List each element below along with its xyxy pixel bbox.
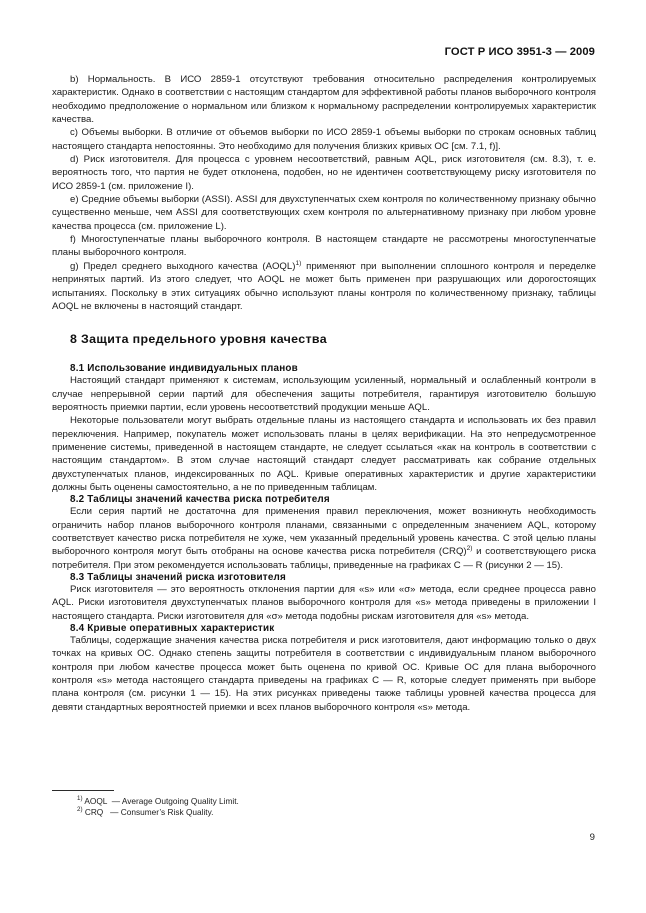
section-8-heading-wrap bbox=[52, 332, 596, 346]
footnote-item bbox=[52, 796, 596, 807]
body-content bbox=[52, 73, 596, 714]
subsection-8-2-text-before: Если серия партий не достаточна для применения правил переключения, может возникнуть необходимость ограничить набор планов выборочного контроля планами, связанными с определенным значением AQL, которому соответствует качество риска потребителя не хуже, чем указанный предельный уровень качества. С этой целью планы выборочного контроля могут быть отобраны на основе качества риска потребителя (CRQ) bbox=[52, 506, 596, 558]
subsection-8-3-paragraph-1: Риск изготовителя — это вероятность отклонения партии для «s» или «σ» метода, если среднее процесса равно AQL. Риски изготовителя двухступенчатых планов выборочного контроля для «s» метода приведены в приложении I настоящего стандарта. Риски изготовителя для «σ» метода подобны рискам изготовителя для «s» метода. bbox=[52, 584, 596, 622]
paragraph-f: f) Многоступенчатые планы выборочного контроля. В настоящем стандарте не рассмотрены многоступенчатые планы выборочного контроля. bbox=[52, 234, 596, 259]
subsection-8-4-title: 8.4 Кривые оперативных характеристик bbox=[70, 623, 275, 635]
footnote-item-text: AOQL — Average Outgoing Quality Limit. bbox=[82, 796, 239, 806]
footnotes-block bbox=[52, 790, 596, 819]
paragraph-b: b) Нормальность. В ИСО 2859-1 отсутствуют требования относительно распределения контролируемых характеристик. Однако в соответствии с настоящим стандартом для эффективной работы планов выборочного контроля необходимо предположение о нормальном или близком к нормальному распределении контролируемых характеристик качества. bbox=[52, 74, 596, 126]
subsection-8-2-text-after: и соответствующего риска потребителя. При этом рекомендуется использовать таблицы, приведенные на графиках C — R (рисунки 2 — 15). bbox=[52, 546, 596, 571]
section-8-title: 8 Защита предельного уровня качества bbox=[70, 332, 327, 347]
paragraph-e: e) Средние объемы выборки (ASSI). ASSI для двухступенчатых схем контроля по количественному признаку обычно существенно меньше, чем ASSI для соответствующих схем контроля по альтернативному признаку при любом уровне качества процесса (см. приложение L). bbox=[52, 194, 596, 232]
subsection-8-3-title: 8.3 Таблицы значений риска изготовителя bbox=[70, 572, 286, 583]
subsection-8-4-paragraph-1: Таблицы, содержащие значения качества риска потребителя и риск изготовителя, дают информацию только о двух точках на кривых ОС. Однако степень защиты потребителя в соответствии с индивидуальным планом выборочного контроля при любом качестве процесса может быть оценена по кривой ОС. Кривые ОС для плана выборочного контроля «s» метода настоящего стандарта приведены на графиках C — R, которые следует применять при выборе плана контроля (см. рисунки 1 — 15). На этих рисунках приведены также таблицы уровней качества процесса для девяти стандартных вероятностей приемки и всех планов выборочного контроля «s» метода. bbox=[52, 635, 596, 713]
paragraph-g-text-before: g) Предел среднего выходного качества (AOQL) bbox=[70, 260, 296, 272]
paragraph-g bbox=[52, 260, 596, 313]
paragraph-d: d) Риск изготовителя. Для процесса с уровнем несоответствий, равным AQL, риск изготовителя (см. 8.3), т. е. вероятность того, что партия не будет отклонена, подобен, но не идентичен соответствующему риску изготовителя по ИСО 2859-1 (см. приложение I). bbox=[52, 154, 596, 192]
page-header-standard-ref: ГОСТ Р ИСО 3951-3 — 2009 bbox=[444, 46, 595, 58]
footnote-item bbox=[52, 807, 596, 818]
subsection-8-2-title: 8.2 Таблицы значений качества риска потребителя bbox=[70, 494, 330, 506]
footnote-marker-1: 1) bbox=[295, 259, 302, 267]
subsection-8-1-paragraph-1: Настоящий стандарт применяют к системам, использующим усиленный, нормальный и ослабленный контроли в случае непрерывной серии партий для обеспечения защиты потребителя, гарантируя изготовителю большую вероятность приемки партии, если уровень несоответствий продукции меньше AQL. bbox=[52, 375, 596, 413]
footnote-marker-2: 2) bbox=[466, 545, 473, 553]
page-number: 9 bbox=[589, 832, 595, 843]
subsection-8-2-paragraph-1 bbox=[52, 505, 596, 572]
footnote-item-text: CRQ — Consumer’s Risk Quality. bbox=[82, 807, 214, 818]
subsection-8-1-paragraph-2: Некоторые пользователи могут выбрать отдельные планы из настоящего стандарта и использовать их без правил переключения. Например, покупатель может использовать планы в целях верификации. На это непредусмотренное применение системы, приведенной в настоящем стандарте, не следует ссылаться «как на контроль в соответствии с настоящим стандартом». В этом случае настоящий стандарт следует рассматривать как собрание отдельных двухступенчатых планов, индексированных по AQL. Кривые оперативных характеристик и другие характеристики должны быть оценены самостоятельно, а не по приведенным таблицам. bbox=[52, 415, 596, 493]
footnote-item-marker: 1) bbox=[77, 795, 83, 803]
paragraph-g-text-after: применяют при выполнении сплошного контроля и переделке непринятых партий. Из этого следует, что AOQL не может быть применен при разрушающих или дорогостоящих испытаниях. Поскольку в этих ситуациях обычно используют планы контроля по количественному признаку, таблицы AOQL не включены в настоящий стандарт. bbox=[52, 260, 597, 312]
paragraph-c: c) Объемы выборки. В отличие от объемов выборки по ИСО 2859-1 объемы выборки по строкам основных таблиц настоящего стандарта непостоянны. Это необходимо для получения близких кривых ОС [см. 7.1, f)]. bbox=[52, 127, 596, 152]
footnote-item-marker: 2) bbox=[77, 806, 83, 814]
subsection-8-1-title: 8.1 Использование индивидуальных планов bbox=[70, 363, 298, 375]
footnote-separator-rule bbox=[52, 790, 114, 791]
